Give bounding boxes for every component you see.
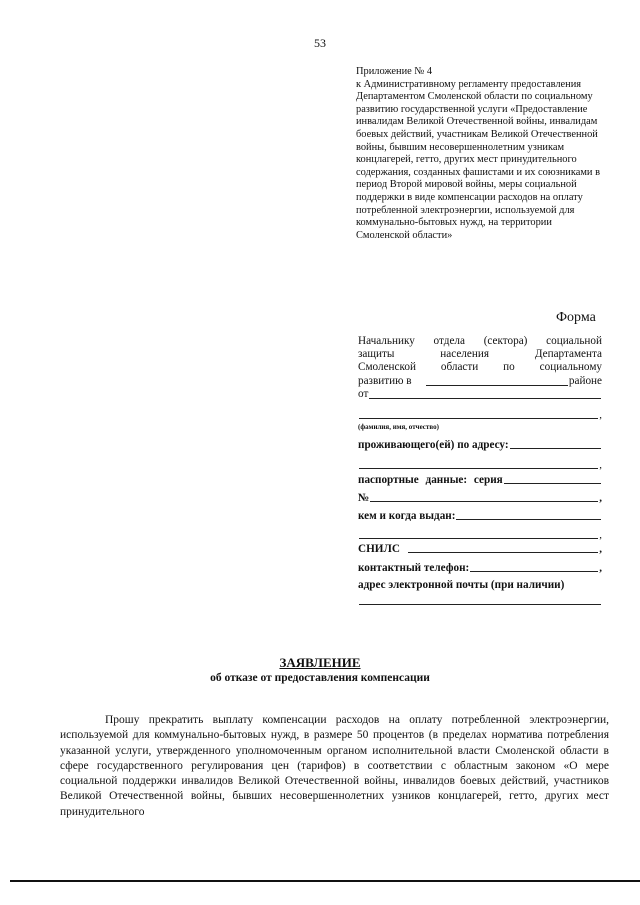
number-comma: ,: [599, 492, 602, 504]
email-field[interactable]: [359, 594, 601, 605]
snils-comma: ,: [599, 543, 602, 555]
document-subtitle: об отказе от предоставления компенсации: [210, 672, 430, 684]
fio-comma: ,: [599, 409, 602, 421]
phone-comma: ,: [599, 562, 602, 574]
district-prefix: развитию в: [358, 374, 412, 387]
phone-field[interactable]: [470, 561, 598, 572]
addressee-line-2: защиты населения Департамента: [358, 348, 602, 361]
email-label: адрес электронной почты (при наличии): [358, 579, 565, 591]
appendix-heading: Приложение № 4: [356, 66, 433, 77]
email-row: [358, 579, 602, 591]
from-row: [358, 388, 602, 401]
number-row: [358, 491, 602, 504]
email-row-2: [358, 594, 602, 607]
document-title: ЗАЯВЛЕНИЕ: [279, 655, 361, 670]
phone-label: контактный телефон:: [358, 562, 470, 574]
passport-number-field[interactable]: [370, 491, 598, 502]
issued-row-2: [358, 528, 602, 541]
issued-field[interactable]: [456, 509, 601, 520]
snils-field[interactable]: [408, 542, 598, 553]
fio-note: (фамилия, имя, отчество): [358, 423, 439, 431]
residence-field-2[interactable]: [359, 458, 598, 469]
issued-label: кем и когда выдан:: [358, 510, 456, 522]
addressee-line-3: Смоленской области по социальному: [358, 361, 602, 374]
residence-comma: ,: [599, 459, 602, 471]
issued-field-2[interactable]: [359, 528, 598, 539]
issued-comma: ,: [599, 529, 602, 541]
addressee-line-1: Начальнику отдела (сектора) социальной: [358, 335, 602, 347]
district-field[interactable]: [426, 375, 568, 386]
form-label: Форма: [556, 310, 596, 325]
fio-field[interactable]: [359, 408, 598, 419]
page-number: 53: [314, 36, 326, 50]
residence-row: [358, 438, 602, 451]
statement-body: Прошу прекратить выплату компенсации расходов на оплату потребленной электроэнергии, используемой для коммунально-бытовых нужд, в размере 50 процентов (в пределах норматива потребления указанной услуги, утвержденного уполномоченным органом исполнительной власти Смоленской области в сфере государственного регулирования цен (тарифов) в соответствии с областным законом «О мере социальной поддержки инвалидов Великой Отечественной войны, инвалидов боевых действий, участников Великой Отечественной войны, бывших несовершеннолетних узников концлагерей, гетто, других мест принудительного: [60, 714, 609, 818]
fio-row: [358, 408, 602, 421]
appendix-block: [356, 66, 606, 242]
residence-field[interactable]: [510, 438, 601, 449]
snils-label: СНИЛС: [358, 543, 400, 555]
from-label: от: [358, 387, 369, 400]
passport-label: паспортные данные: серия: [358, 474, 503, 486]
district-row: [358, 375, 602, 388]
from-field[interactable]: [369, 388, 601, 399]
number-label: №: [358, 492, 370, 504]
appendix-text: к Административному регламенту предоставления Департаментом Смоленской области по социальному развитию государственной услуги «Предоставление инвалидам Великой Отечественной войны, инвалидам боевых действий, участникам Великой Отечественной войны, бывшим несовершеннолетним узникам концлагерей, гетто, других мест принудительного содержания, созданных фашистами и их союзниками в период Второй мировой войны, меры социальной поддержки в виде компенсации расходов на оплату потребленной электроэнергии, используемой для коммунально-бытовых нужд, на территории Смоленской области»: [356, 78, 600, 241]
snils-row: [358, 542, 602, 555]
passport-series-field[interactable]: [504, 473, 601, 484]
issued-row: [358, 509, 602, 522]
district-suffix: районе: [568, 374, 602, 387]
residence-label: проживающего(ей) по адресу:: [358, 439, 509, 451]
passport-row: [358, 473, 602, 486]
phone-row: [358, 561, 602, 574]
addressee-block: [358, 335, 602, 401]
bottom-rule: [10, 880, 640, 882]
residence-row-2: [358, 458, 602, 471]
